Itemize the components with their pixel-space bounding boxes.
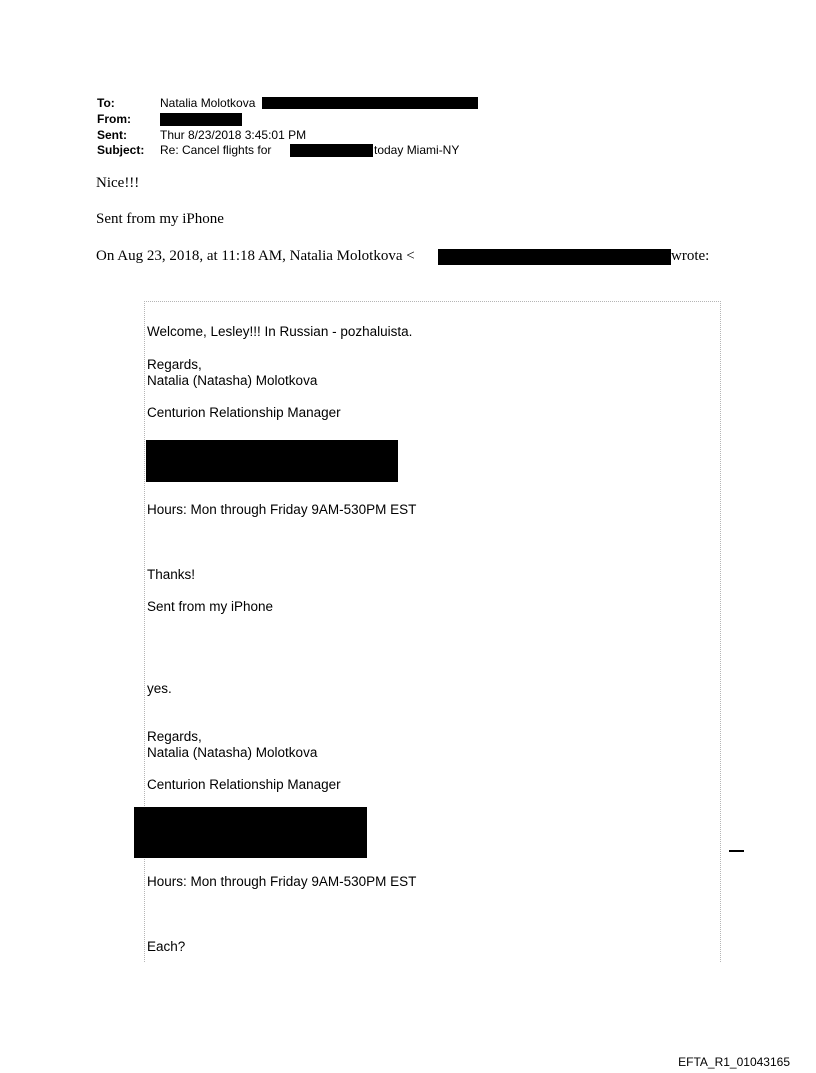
quoted-title: Centurion Relationship Manager	[147, 405, 341, 420]
sent-value: Thur 8/23/2018 3:45:01 PM	[160, 128, 307, 142]
quoted-each: Each?	[147, 939, 186, 954]
from-label: From:	[97, 112, 131, 126]
quoted-yes: yes.	[147, 681, 172, 696]
quoted-title: Centurion Relationship Manager	[147, 777, 341, 792]
quoted-welcome: Welcome, Lesley!!! In Russian - pozhaluista.	[147, 324, 413, 339]
quoted-thanks: Thanks!	[147, 567, 196, 582]
subject-prefix: Re: Cancel flights for	[160, 143, 272, 157]
subject-suffix: today Miami-NY	[374, 143, 460, 157]
quoted-sent-from: Sent from my iPhone	[147, 599, 274, 614]
quoted-regards: Regards,	[147, 357, 202, 372]
redaction-box	[262, 97, 478, 109]
quoted-hours: Hours: Mon through Friday 9AM-530PM EST	[147, 874, 417, 889]
reply-signature: Sent from my iPhone	[96, 211, 224, 227]
quoted-message-frame	[144, 301, 721, 962]
subject-label: Subject:	[97, 143, 145, 157]
quoted-hours: Hours: Mon through Friday 9AM-530PM EST	[147, 502, 417, 517]
bates-number: EFTA_R1_01043165	[678, 1055, 790, 1069]
quoted-regards: Regards,	[147, 729, 202, 744]
redaction-box	[290, 144, 373, 157]
redaction-box	[146, 440, 398, 482]
to-label: To:	[97, 96, 115, 110]
quoted-name: Natalia (Natasha) Molotkova	[147, 373, 318, 388]
redaction-box	[438, 249, 671, 265]
sent-label: Sent:	[97, 128, 127, 142]
to-value: Natalia Molotkova	[160, 96, 256, 110]
redaction-box	[160, 113, 242, 126]
margin-dash-mark	[729, 850, 744, 852]
quote-intro-prefix: On Aug 23, 2018, at 11:18 AM, Natalia Molotkova <	[96, 248, 415, 264]
quote-intro-suffix: wrote:	[671, 248, 710, 264]
reply-body: Nice!!!	[96, 175, 140, 191]
quoted-name: Natalia (Natasha) Molotkova	[147, 745, 318, 760]
redaction-box	[134, 807, 367, 858]
